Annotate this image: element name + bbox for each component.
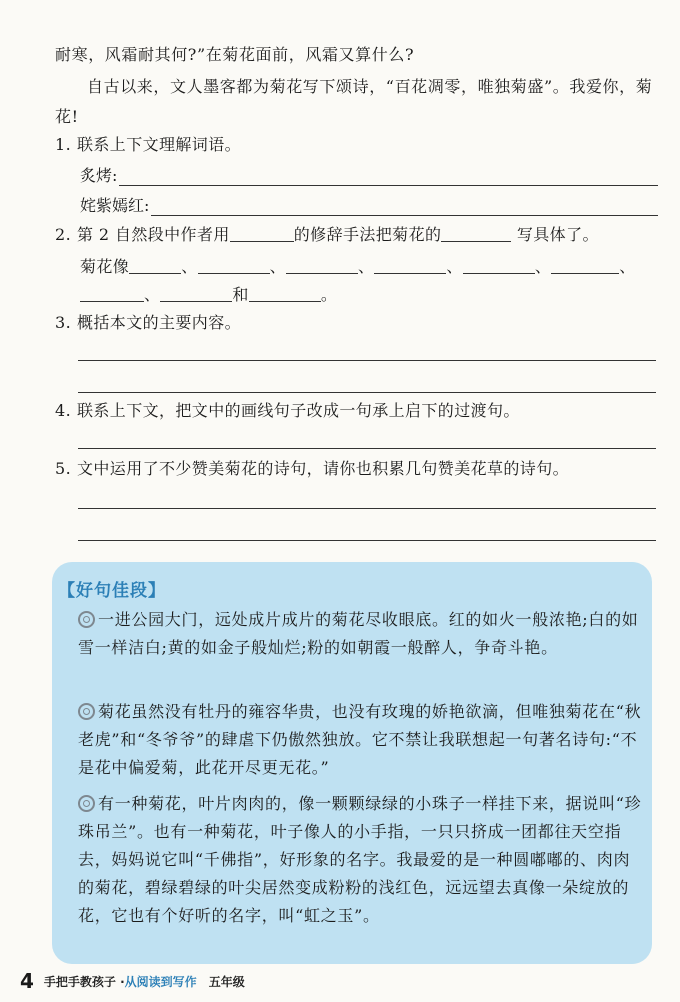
answer-blank[interactable]	[160, 283, 232, 302]
question-number: 2.	[55, 225, 72, 244]
question-3	[55, 310, 660, 336]
grade-label: 五年级	[208, 974, 245, 989]
question-number: 4.	[55, 401, 72, 420]
answer-line[interactable]	[78, 540, 656, 541]
answer-blank[interactable]	[129, 255, 181, 274]
question-4	[55, 398, 660, 424]
question-2-line-2	[80, 254, 660, 280]
separator: 、	[269, 257, 287, 276]
question-text: 第 2 自然段中作者用	[77, 225, 230, 244]
question-text: 联系上下文理解词语。	[77, 135, 242, 154]
answer-line[interactable]	[78, 448, 656, 449]
panel-paragraph-3	[78, 790, 644, 930]
answer-blank[interactable]	[151, 195, 658, 216]
swirl-icon	[78, 703, 95, 720]
answer-blank[interactable]	[119, 165, 658, 186]
panel-paragraph-2	[78, 698, 644, 782]
answer-blank[interactable]	[551, 255, 619, 274]
question-text: 。	[320, 285, 338, 304]
term-row-zhikao	[80, 160, 658, 186]
paragraph-text: 一进公园大门，远处成片成片的菊花尽收眼底。红的如火一般浓艳;白的如雪一样洁白;黄的如金子般灿烂;粉的如朝霞一般醉人，争奇斗艳。	[78, 610, 639, 657]
panel-paragraph-1	[78, 606, 644, 662]
answer-blank[interactable]	[80, 283, 144, 302]
term-label: 姹紫嫣红:	[80, 196, 150, 215]
book-subtitle: 从阅读到写作	[124, 974, 197, 989]
question-5	[55, 456, 660, 482]
passage-line: 耐寒，风霜耐其何?”在菊花面前，风霜又算什么?	[55, 45, 415, 64]
swirl-icon	[78, 611, 95, 628]
answer-line[interactable]	[78, 392, 656, 393]
term-row-chaziyanhong	[80, 190, 658, 216]
question-number: 1.	[55, 135, 72, 154]
answer-blank[interactable]	[230, 223, 294, 242]
question-text: 菊花像	[80, 257, 130, 276]
answer-blank[interactable]	[374, 255, 446, 274]
question-1	[55, 132, 660, 158]
question-text: 联系上下文，把文中的画线句子改成一句承上启下的过渡句。	[77, 401, 520, 420]
separator: 、	[534, 257, 552, 276]
question-text: 和	[232, 285, 249, 304]
page-footer	[20, 966, 245, 996]
term-label: 炙烤:	[80, 166, 118, 185]
question-number: 5.	[55, 459, 72, 478]
separator: 、	[358, 257, 375, 276]
separator: 、	[619, 257, 636, 276]
paragraph-text: 菊花虽然没有牡丹的雍容华贵，也没有玫瑰的娇艳欲滴，但唯独菊花在“秋老虎”和“冬爷爷”的肆虐下仍傲然独放。它不禁让我联想起一句著名诗句:“不是花中偏爱菊，此花开尽更无花。”	[78, 702, 642, 777]
separator: 、	[181, 257, 198, 276]
question-2-line-3	[80, 282, 660, 308]
answer-blank[interactable]	[249, 283, 321, 302]
question-2	[55, 222, 660, 248]
answer-blank[interactable]	[198, 255, 270, 274]
question-text: 写具体了。	[516, 225, 599, 244]
swirl-icon	[78, 795, 95, 812]
separator: 、	[144, 285, 161, 304]
question-number: 3.	[55, 313, 72, 332]
passage-paragraph: 自古以来，文人墨客都为菊花写下颂诗，“百花凋零，唯独菊盛”。我爱你，菊花!	[55, 77, 653, 126]
answer-line[interactable]	[78, 360, 656, 361]
page-number: 4	[20, 969, 34, 993]
separator: 、	[446, 257, 463, 276]
book-series: 手把手教孩子 ·	[43, 974, 125, 989]
answer-blank[interactable]	[463, 255, 535, 274]
panel-title: 【好句佳段】	[58, 581, 166, 601]
answer-blank[interactable]	[286, 255, 358, 274]
answer-line[interactable]	[78, 508, 656, 509]
question-text: 文中运用了不少赞美菊花的诗句，请你也积累几句赞美花草的诗句。	[77, 459, 570, 478]
answer-blank[interactable]	[441, 223, 511, 242]
paragraph-text: 有一种菊花，叶片肉肉的，像一颗颗绿绿的小珠子一样挂下来，据说叫“珍珠吊兰”。也有一种菊花，叶子像人的小手指，一只只挤成一团都往天空指去，妈妈说它叫“千佛指”，好形象的名字。我最爱的是一种圆嘟嘟的、肉肉的菊花，碧绿碧绿的叶尖居然变成粉粉的浅红色，远远望去真像一朵绽放的花，它也有个好听的名字，叫“虹之玉”。	[78, 794, 642, 925]
question-text: 的修辞手法把菊花的	[293, 225, 442, 244]
question-text: 概括本文的主要内容。	[77, 313, 242, 332]
